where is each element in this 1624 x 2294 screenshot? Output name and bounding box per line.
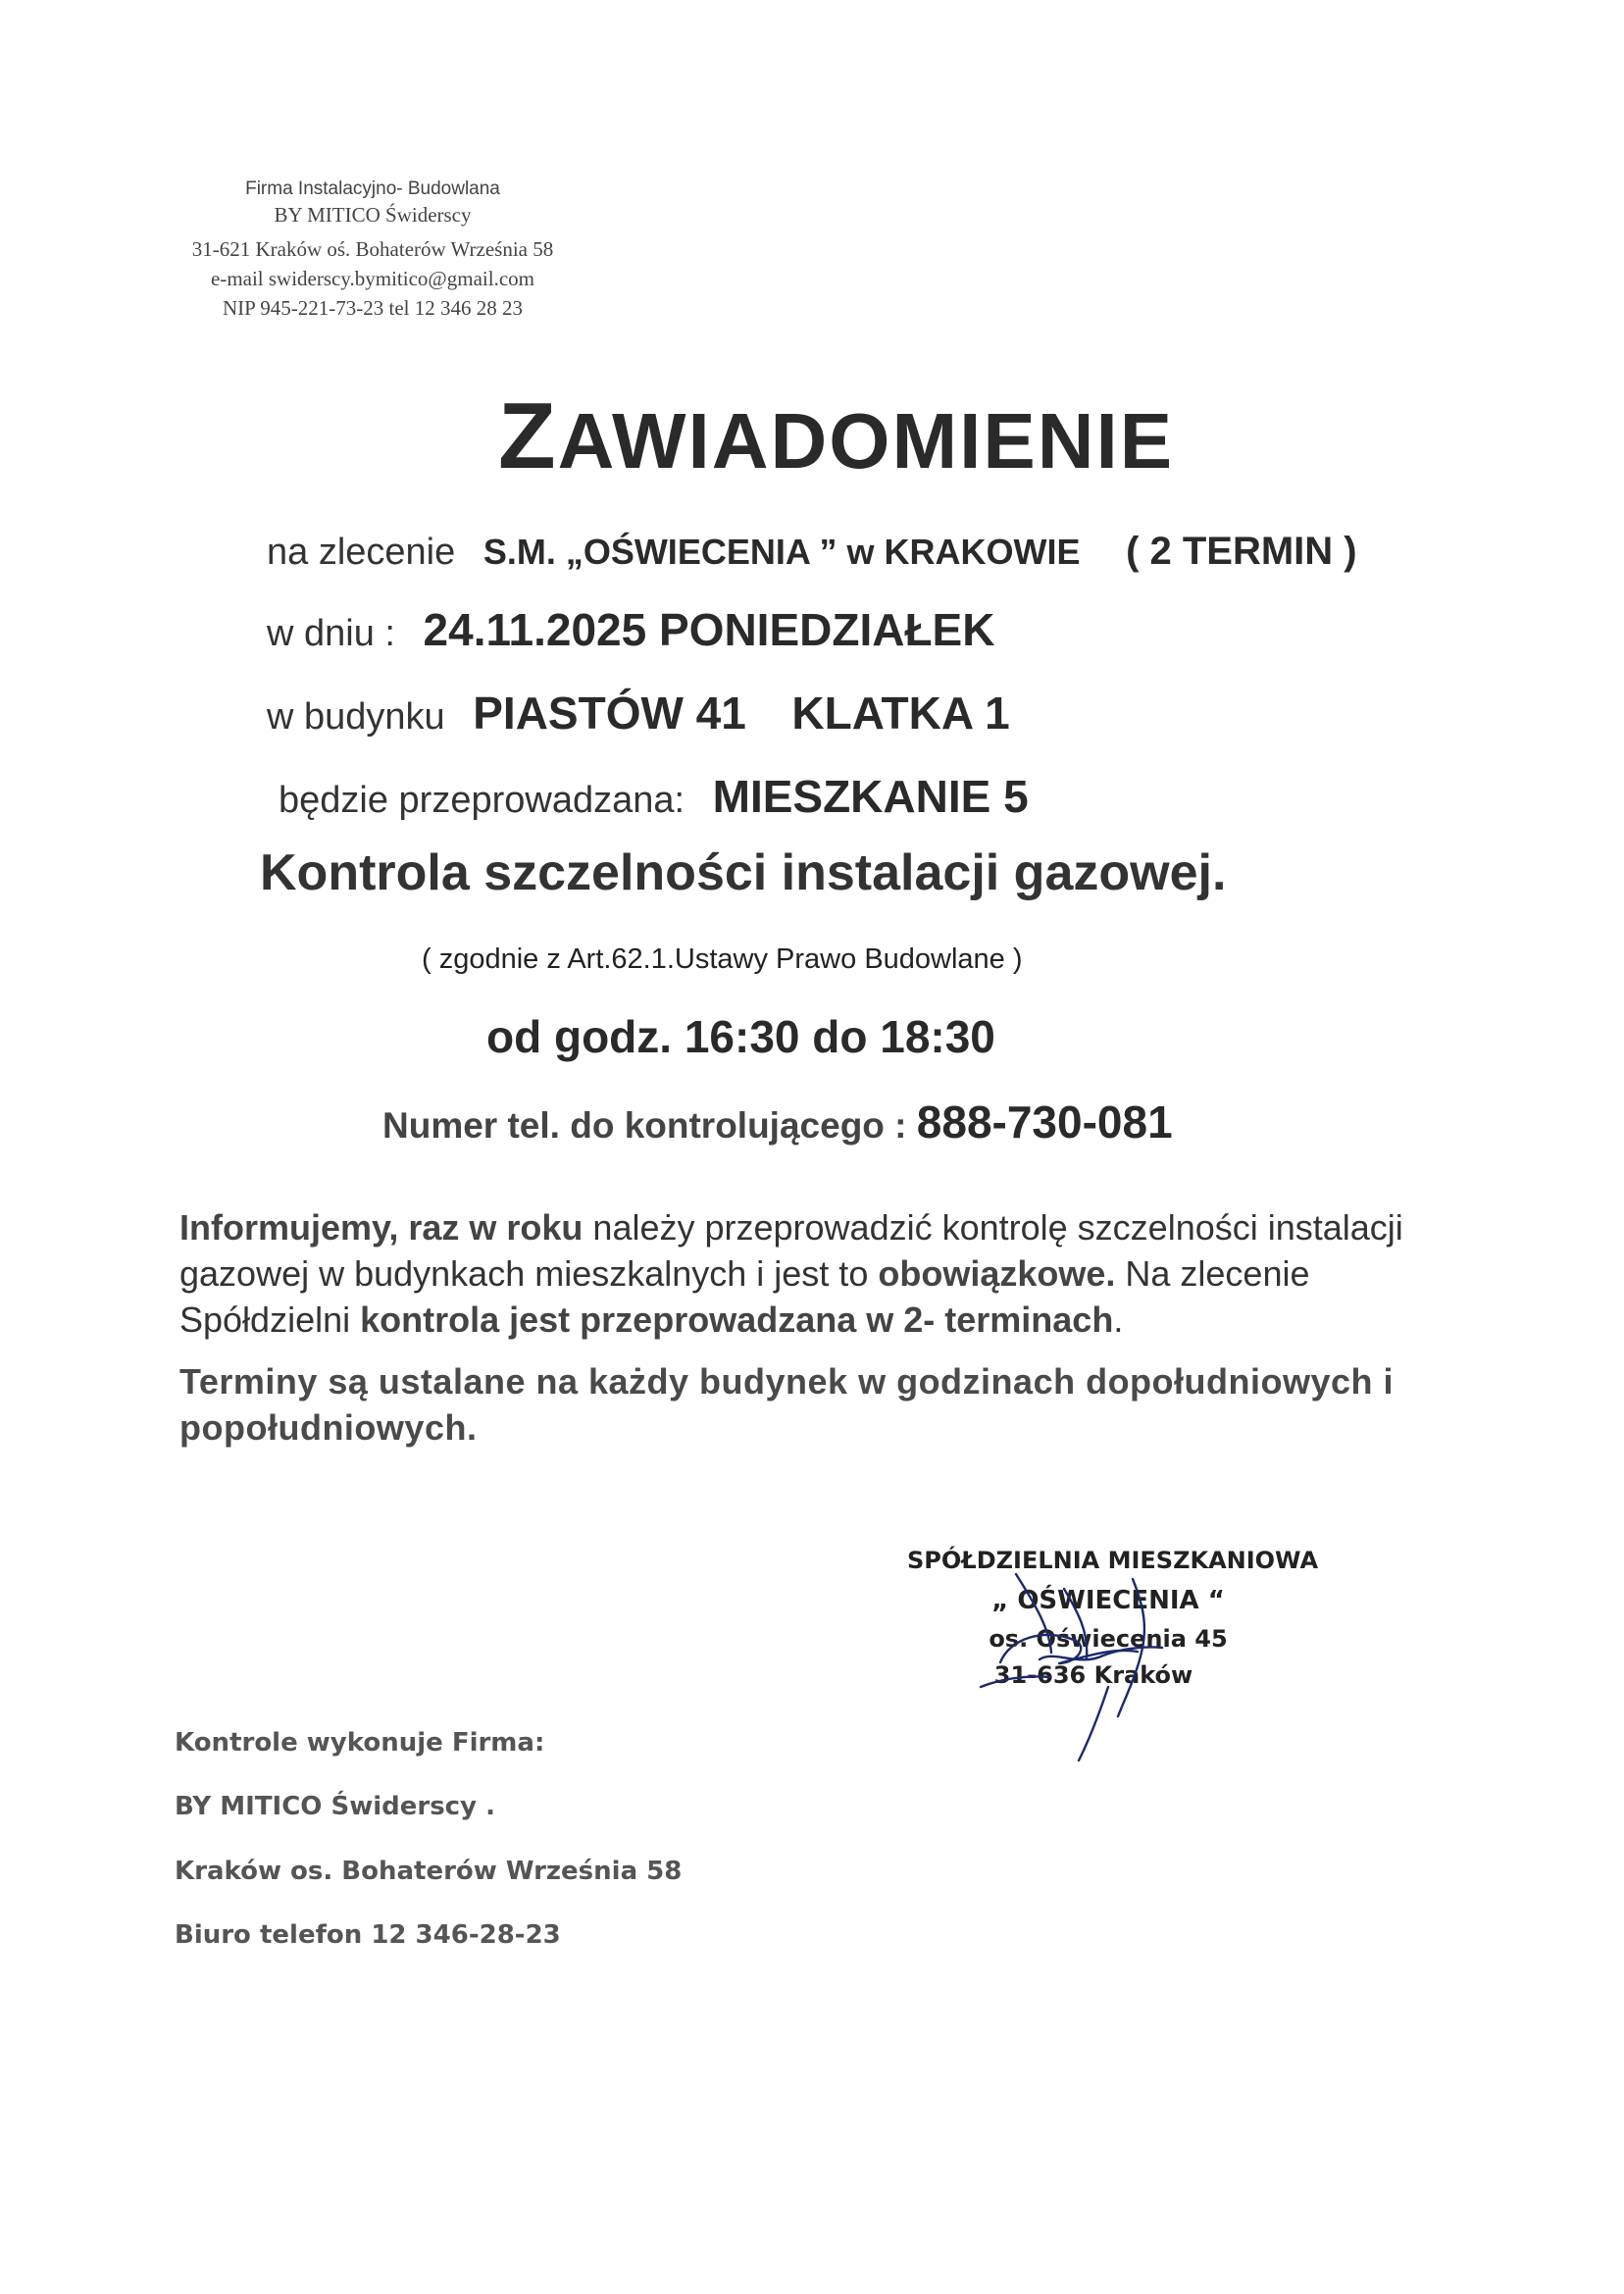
building-line: [267, 687, 1010, 739]
building-address: PIASTÓW 41: [473, 688, 746, 739]
law-reference: ( zgodnie z Art.62.1.Ustawy Prawo Budowlane ): [422, 943, 1023, 975]
order-label: na zlecenie: [267, 532, 456, 573]
inspector-phone-number: 888-730-081: [916, 1096, 1173, 1147]
apartment-line: [279, 770, 1029, 823]
cooperative-short-name: „ OŚWIECENIA “: [991, 1586, 1225, 1615]
order-line: [267, 530, 1357, 574]
cooperative-postal: 31-636 Kraków: [993, 1661, 1193, 1689]
inspection-title: Kontrola szczelności instalacji gazowej.: [260, 844, 1227, 901]
building-label: w budynku: [267, 696, 445, 738]
letterhead-email: e-mail swiderscy.bymitico@gmail.com: [211, 267, 534, 290]
title-initial: Z: [498, 383, 558, 488]
contractor-phone: Biuro telefon 12 346-28-23: [175, 1920, 561, 1950]
contractor-heading: Kontrole wykonuje Firma:: [175, 1728, 545, 1758]
handwritten-signature: [941, 1569, 1236, 1765]
info-text-3: .: [1113, 1300, 1124, 1340]
cooperative-name: SPÓŁDZIELNIA MIESZKANIOWA: [907, 1547, 1319, 1574]
inspection-hours: od godz. 16:30 do 18:30: [486, 1011, 995, 1062]
contractor-address: Kraków os. Bohaterów Września 58: [175, 1857, 683, 1886]
order-client: S.M. „OŚWIECENIA ” w KRAKOWIE: [482, 532, 1081, 572]
info-emphasis-2: obowiązkowe.: [878, 1253, 1116, 1294]
letterhead-address: 31-621 Kraków oś. Bohaterów Września 58: [191, 237, 554, 261]
order-term: ( 2 TERMIN ): [1126, 530, 1357, 573]
info-paragraph: [179, 1204, 1454, 1343]
info-text-2: Na zlecenie Spółdzielni: [179, 1253, 1310, 1340]
date-label: w dniu :: [267, 613, 395, 654]
cooperative-address: os. Oświecenia 45: [989, 1625, 1228, 1653]
building-staircase: KLATKA 1: [791, 688, 1010, 739]
letterhead-company-name: BY MITICO Świderscy: [274, 203, 472, 227]
apartment-value: MIESZKANIE 5: [712, 771, 1029, 822]
title-rest: AWIADOMIENIE: [557, 397, 1175, 484]
date-line: [267, 603, 994, 656]
info-emphasis-1: Informujemy, raz w roku: [179, 1207, 584, 1248]
letterhead-nip-phone: NIP 945-221-73-23 tel 12 346 28 23: [222, 296, 524, 320]
page-title: [498, 382, 1174, 490]
inspector-phone: [382, 1096, 1173, 1148]
schedule-paragraph: Terminy są ustalane na każdy budynek w godzinach dopołudniowych i popołudniowych.: [179, 1361, 1395, 1448]
info-emphasis-3: kontrola jest przeprowadzana w 2- terminach: [360, 1300, 1114, 1340]
letterhead-company-type: Firma Instalacyjno- Budowlana: [245, 178, 500, 199]
apartment-label: będzie przeprowadzana:: [279, 780, 685, 821]
contractor-name: BY MITICO Świderscy .: [175, 1792, 495, 1821]
date-value: 24.11.2025 PONIEDZIAŁEK: [423, 604, 995, 655]
info-text-1: należy przeprowadzić kontrolę szczelności instalacji gazowej w budynkach mieszkalnych i jest to: [179, 1207, 1403, 1294]
inspector-phone-label: Numer tel. do kontrolującego :: [382, 1105, 907, 1146]
